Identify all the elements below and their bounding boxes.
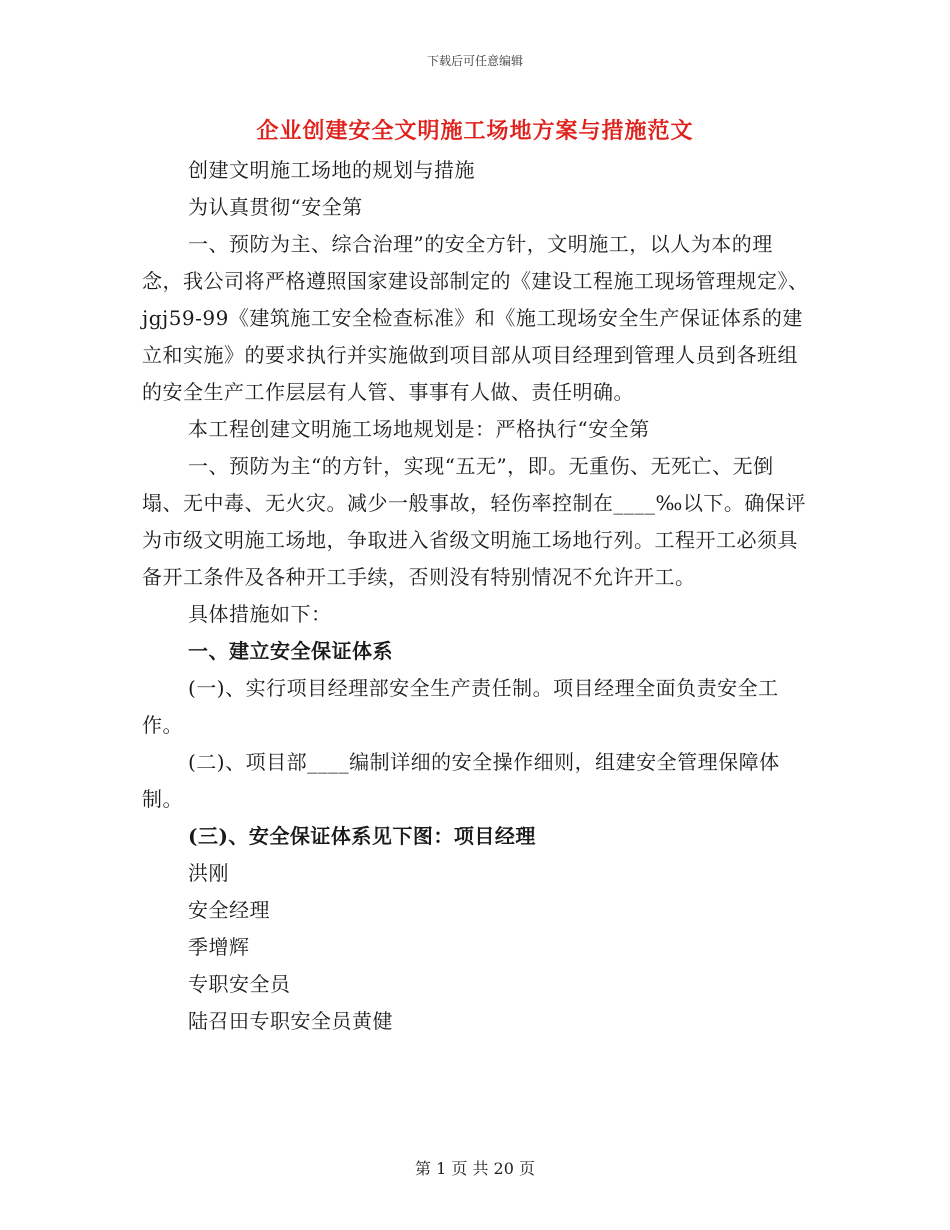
paragraph: 一、预防为主“的方针，实现“五无”，即。无重伤、无死亡、无倒塌、无中毒、无火灾。减少一般事故，轻伤率控制在____‰以下。确保评为市级文明施工场地，争取进入省级文明施工场地行列。工程开工必须具备开工条件及各种开工手续，否则没有特别情况不允许开工。 (142, 454, 806, 589)
org-chart-entry: 季增辉 (188, 935, 250, 959)
paragraph: 为认真贯彻“安全第 (188, 195, 363, 219)
paragraph: 本工程创建文明施工场地规划是：严格执行“安全第 (188, 417, 650, 441)
org-chart-entry: 洪刚 (188, 861, 229, 885)
paragraph: 具体措施如下： (188, 602, 332, 626)
document-title: 企业创建安全文明施工场地方案与措施范文 (256, 118, 694, 144)
document-body (142, 152, 810, 1040)
paragraph: 一、预防为主、综合治理”的安全方针，文明施工，以人为本的理念，我公司将严格遵照国家建设部制定的《建设工程施工现场管理规定》、jgj59-99《建筑施工安全检查标准》和《施工现场安全生产保证体系的建立和实施》的要求执行并实施做到项目部从项目经理到管理人员到各班组的安全生产工作层层有人管、事事有人做、责任明确。 (142, 232, 809, 404)
org-chart-entry: 专职安全员 (188, 972, 291, 996)
org-chart-entry: 安全经理 (188, 898, 270, 922)
page-footer: 第 1 页 共 20 页 (415, 1159, 535, 1178)
paragraph: (二)、项目部____编制详细的安全操作细则，组建安全管理保障体制。 (142, 750, 780, 811)
section-heading: 一、建立安全保证体系 (188, 639, 393, 663)
org-chart-entry: 陆召田专职安全员黄健 (188, 1009, 393, 1033)
header-note: 下载后可任意编辑 (426, 54, 523, 68)
section-heading: (三)、安全保证体系见下图：项目经理 (188, 824, 536, 848)
paragraph: 创建文明施工场地的规划与措施 (188, 158, 475, 182)
paragraph: (一)、实行项目经理部安全生产责任制。项目经理全面负责安全工作。 (142, 676, 779, 737)
